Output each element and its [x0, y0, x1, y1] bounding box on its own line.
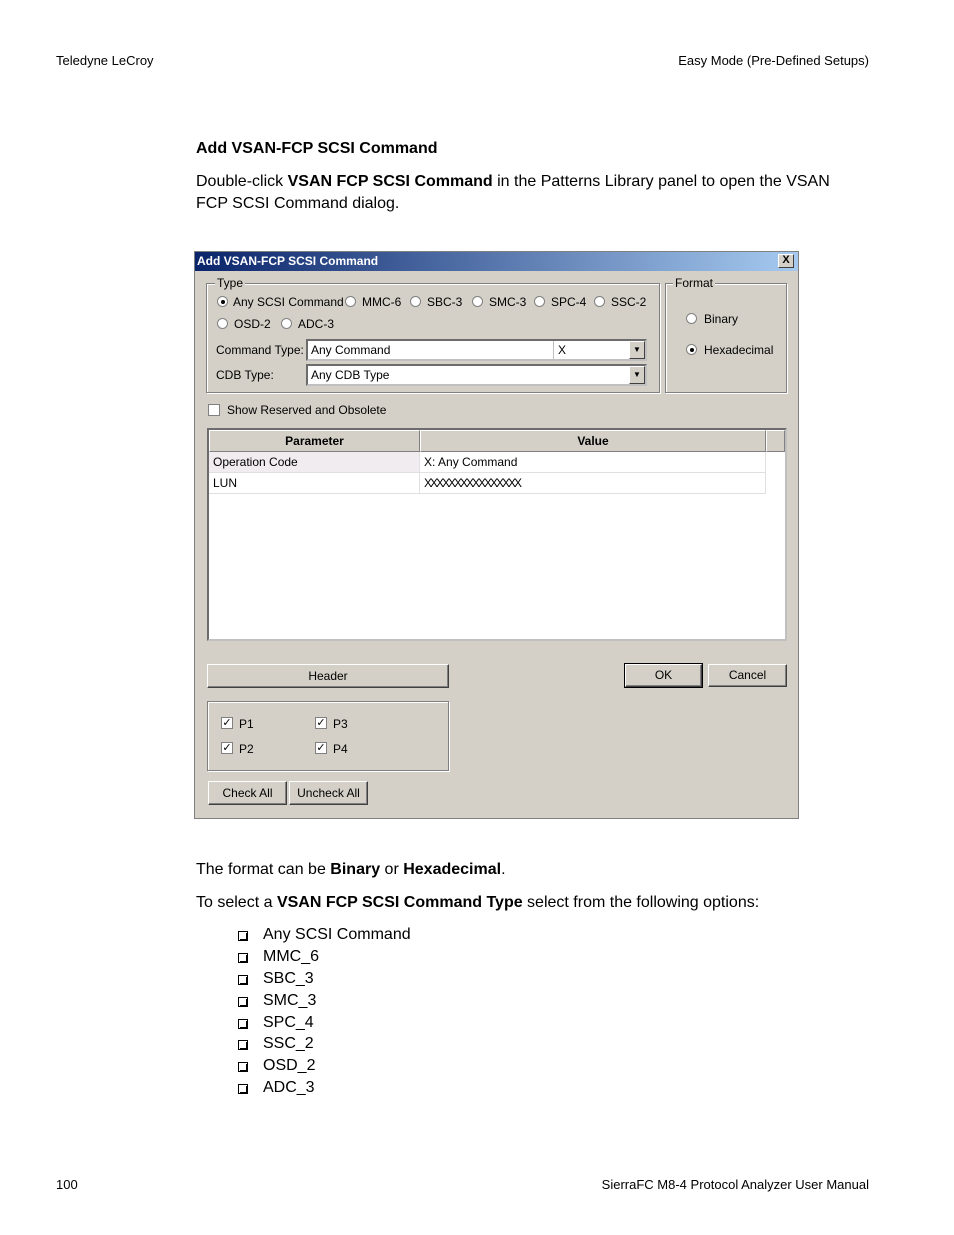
bullet-icon — [238, 997, 248, 1007]
format-sentence — [196, 859, 506, 881]
cdb-type-select[interactable] — [306, 364, 647, 386]
chevron-down-icon[interactable]: ▼ — [629, 366, 645, 384]
parameter-grid[interactable] — [207, 428, 787, 641]
command-type-value: Any Command — [311, 343, 391, 357]
radio-icon — [410, 296, 421, 307]
type-option-label: SMC-3 — [489, 295, 527, 309]
close-icon: X — [782, 254, 790, 266]
type-option-label: SPC-4 — [551, 295, 587, 309]
select-post: select from the following options: — [522, 894, 760, 911]
port-label: P2 — [239, 742, 254, 756]
port-label: P4 — [333, 742, 348, 756]
list-item: ADC_3 — [263, 1079, 315, 1096]
select-pre: To select a — [196, 894, 277, 911]
list-item: MMC_6 — [263, 948, 320, 965]
section-heading: Add VSAN-FCP SCSI Command — [196, 140, 438, 157]
bullet-icon — [238, 1019, 248, 1029]
list-item: SMC_3 — [263, 992, 317, 1009]
grid-cell-value[interactable]: XXXXXXXXXXXXXXXX — [420, 473, 766, 494]
check-all-button[interactable]: Check All — [208, 781, 287, 805]
intro-paragraph — [196, 171, 876, 215]
radio-icon — [217, 318, 228, 329]
intro-line2: FCP SCSI Command dialog. — [196, 195, 400, 212]
page-number: 100 — [56, 1177, 78, 1192]
checkbox-icon — [208, 404, 220, 416]
grid-cell-parameter[interactable]: Operation Code — [209, 452, 420, 473]
grid-header-spacer — [766, 430, 785, 452]
bullet-icon — [238, 1062, 248, 1072]
type-option-label: OSD-2 — [234, 317, 271, 331]
format-group — [665, 283, 787, 393]
command-type-code: X — [553, 341, 566, 359]
list-item: SSC_2 — [263, 1035, 314, 1052]
bullet-icon — [238, 1040, 248, 1050]
intro-bold: VSAN FCP SCSI Command — [287, 173, 493, 190]
radio-icon — [686, 313, 697, 324]
format-post: . — [501, 861, 506, 878]
bullet-icon — [238, 1084, 248, 1094]
cdb-type-value: Any CDB Type — [311, 368, 390, 382]
format-group-label: Format — [675, 276, 714, 290]
grid-cell-parameter[interactable]: LUN — [209, 473, 420, 494]
checkbox-checked-icon: ✓ — [316, 717, 326, 729]
list-item: Any SCSI Command — [263, 926, 411, 943]
radio-icon — [686, 344, 697, 355]
format-option-label: Binary — [704, 312, 739, 326]
format-mid: or — [380, 861, 404, 878]
port-label: P3 — [333, 717, 348, 731]
checkbox-checked-icon: ✓ — [222, 717, 232, 729]
command-type-select[interactable] — [306, 339, 647, 361]
radio-icon — [472, 296, 483, 307]
grid-cell-value[interactable]: X: Any Command — [420, 452, 766, 473]
type-option-label: ADC-3 — [298, 317, 335, 331]
uncheck-all-button[interactable]: Uncheck All — [289, 781, 368, 805]
radio-icon — [281, 318, 292, 329]
dialog-title: Add VSAN-FCP SCSI Command — [197, 254, 379, 268]
bullet-icon — [238, 975, 248, 985]
ok-button[interactable]: OK — [625, 664, 702, 687]
format-hexadecimal: Hexadecimal — [403, 861, 502, 878]
footer-title: SierraFC M8-4 Protocol Analyzer User Manual — [601, 1177, 869, 1192]
format-option-label: Hexadecimal — [704, 343, 774, 357]
radio-icon — [217, 296, 228, 307]
header-right: Easy Mode (Pre-Defined Setups) — [678, 53, 869, 68]
type-option-label: SSC-2 — [611, 295, 647, 309]
radio-icon — [345, 296, 356, 307]
header-left: Teledyne LeCroy — [56, 53, 154, 68]
chevron-down-icon[interactable]: ▼ — [629, 341, 645, 359]
checkbox-checked-icon: ✓ — [316, 742, 326, 754]
checkbox-checked-icon: ✓ — [222, 742, 232, 754]
intro-post: in the Patterns Library panel to open the VSAN — [492, 173, 830, 190]
list-item: OSD_2 — [263, 1057, 316, 1074]
select-sentence — [196, 892, 759, 914]
intro-pre: Double-click — [196, 173, 288, 190]
grid-header-value[interactable]: Value — [420, 430, 766, 452]
close-button[interactable] — [778, 254, 794, 268]
type-group-label: Type — [217, 276, 244, 290]
format-binary: Binary — [330, 861, 381, 878]
cancel-button[interactable]: Cancel — [708, 664, 787, 687]
header-button[interactable]: Header — [207, 664, 449, 688]
list-item: SPC_4 — [263, 1014, 314, 1031]
format-pre: The format can be — [196, 861, 331, 878]
type-option-label: MMC-6 — [362, 295, 402, 309]
radio-icon — [534, 296, 545, 307]
cdb-type-label: CDB Type: — [216, 368, 274, 382]
bullet-icon — [238, 953, 248, 963]
show-reserved-label: Show Reserved and Obsolete — [227, 403, 387, 417]
select-bold: VSAN FCP SCSI Command Type — [276, 894, 523, 911]
list-item: SBC_3 — [263, 970, 314, 987]
bullet-icon — [238, 931, 248, 941]
radio-icon — [594, 296, 605, 307]
command-type-label: Command Type: — [216, 343, 304, 357]
dialog-title-bar — [195, 252, 798, 271]
type-option-label: Any SCSI Command — [233, 295, 344, 309]
port-label: P1 — [239, 717, 254, 731]
grid-header-parameter[interactable]: Parameter — [209, 430, 420, 452]
type-option-label: SBC-3 — [427, 295, 463, 309]
ports-group — [207, 701, 449, 771]
add-vsan-fcp-scsi-command-dialog — [194, 251, 799, 819]
